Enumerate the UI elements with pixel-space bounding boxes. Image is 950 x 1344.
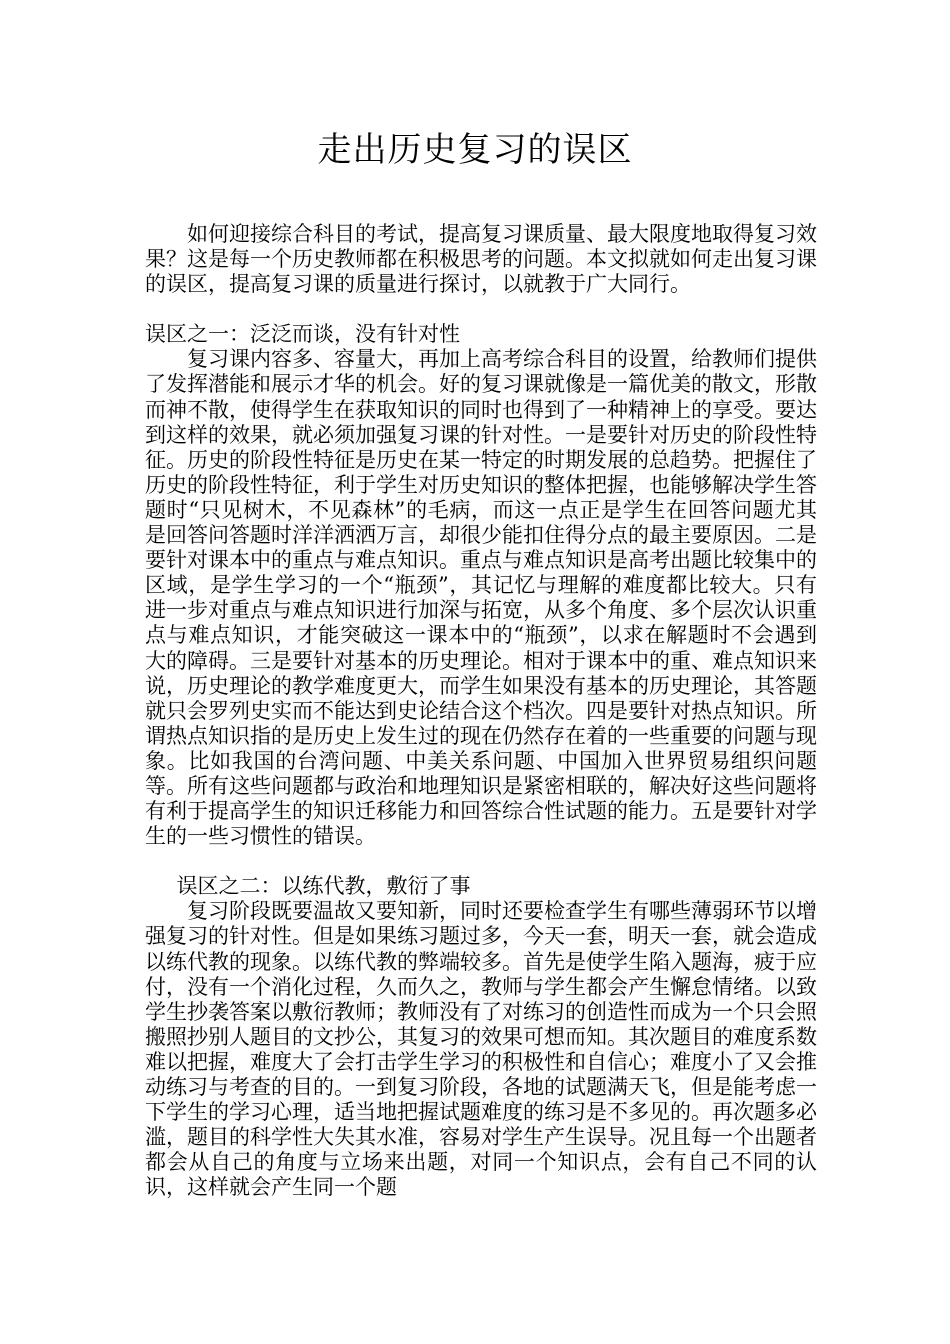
document-body <box>145 222 817 1200</box>
intro-paragraph: 如何迎接综合科目的考试，提高复习课质量、最大限度地取得复习效果？这是每一个历史教师都在积极思考的问题。本文拟就如何走出复习课的误区，提高复习课的质量进行探讨，以就教于广大同行。 <box>145 222 817 297</box>
paragraph-gap <box>145 297 817 322</box>
section-2-paragraph: 复习阶段既要温故又要知新，同时还要检查学生有哪些薄弱环节以增强复习的针对性。但是如果练习题过多，今天一套，明天一套，就会造成以练代教的现象。以练代教的弊端较多。首先是使学生陷入题海，疲于应付，没有一个消化过程，久而久之，教师与学生都会产生懈怠情绪。以致学生抄袭答案以敷衍教师；教师没有了对练习的创造性而成为一个只会照搬照抄别人题目的文抄公，其复习的效果可想而知。其次题目的难度系数难以把握，难度大了会打击学生学习的积极性和自信心；难度小了又会推动练习与考查的目的。一到复习阶段，各地的试题满天飞，但是能考虑一下学生的学习心理，适当地把握试题难度的练习是不多见的。再次题多必滥，题目的科学性大失其水准，容易对学生产生误导。况且每一个出题者都会从自己的角度与立场来出题，对同一个知识点，会有自己不同的认识，这样就会产生同一个题 <box>145 899 817 1200</box>
paragraph-gap <box>145 849 817 874</box>
section-1-paragraph: 复习课内容多、容量大，再加上高考综合科目的设置，给教师们提供了发挥潜能和展示才华的机会。好的复习课就像是一篇优美的散文，形散而神不散，使得学生在获取知识的同时也得到了一种精神上的享受。要达到这样的效果，就必须加强复习课的针对性。一是要针对历史的阶段性特征。历史的阶段性特征是历史在某一特定的时期发展的总趋势。把握住了历史的阶段性特征，利于学生对历史知识的整体把握，也能够解决学生答题时“只见树木，不见森林”的毛病，而这一点正是学生在回答问题尤其是回答问答题时洋洋洒洒万言，却很少能扣住得分点的最主要原因。二是要针对课本中的重点与难点知识。重点与难点知识是高考出题比较集中的区域，是学生学习的一个“瓶颈”，其记忆与理解的难度都比较大。只有进一步对重点与难点知识进行加深与拓宽，从多个角度、多个层次认识重点与难点知识，才能突破这一课本中的“瓶颈”，以求在解题时不会遇到大的障碍。三是要针对基本的历史理论。相对于课本中的重、难点知识来说，历史理论的教学难度更大，而学生如果没有基本的历史理论，其答题就只会罗列史实而不能达到史论结合这个档次。四是要针对热点知识。所谓热点知识指的是历史上发生过的现在仍然存在着的一些重要的问题与现象。比如我国的台湾问题、中美关系问题、中国加入世界贸易组织问题等。所有这些问题都与政治和地理知识是紧密相联的，解决好这些问题将有利于提高学生的知识迁移能力和回答综合性试题的能力。五是要针对学生的一些习惯性的错误。 <box>145 347 817 849</box>
document-title: 走出历史复习的误区 <box>317 130 633 170</box>
section-2-heading: 误区之二：以练代教，敷衍了事 <box>176 874 471 899</box>
section-1-heading: 误区之一：泛泛而谈，没有针对性 <box>145 322 460 347</box>
